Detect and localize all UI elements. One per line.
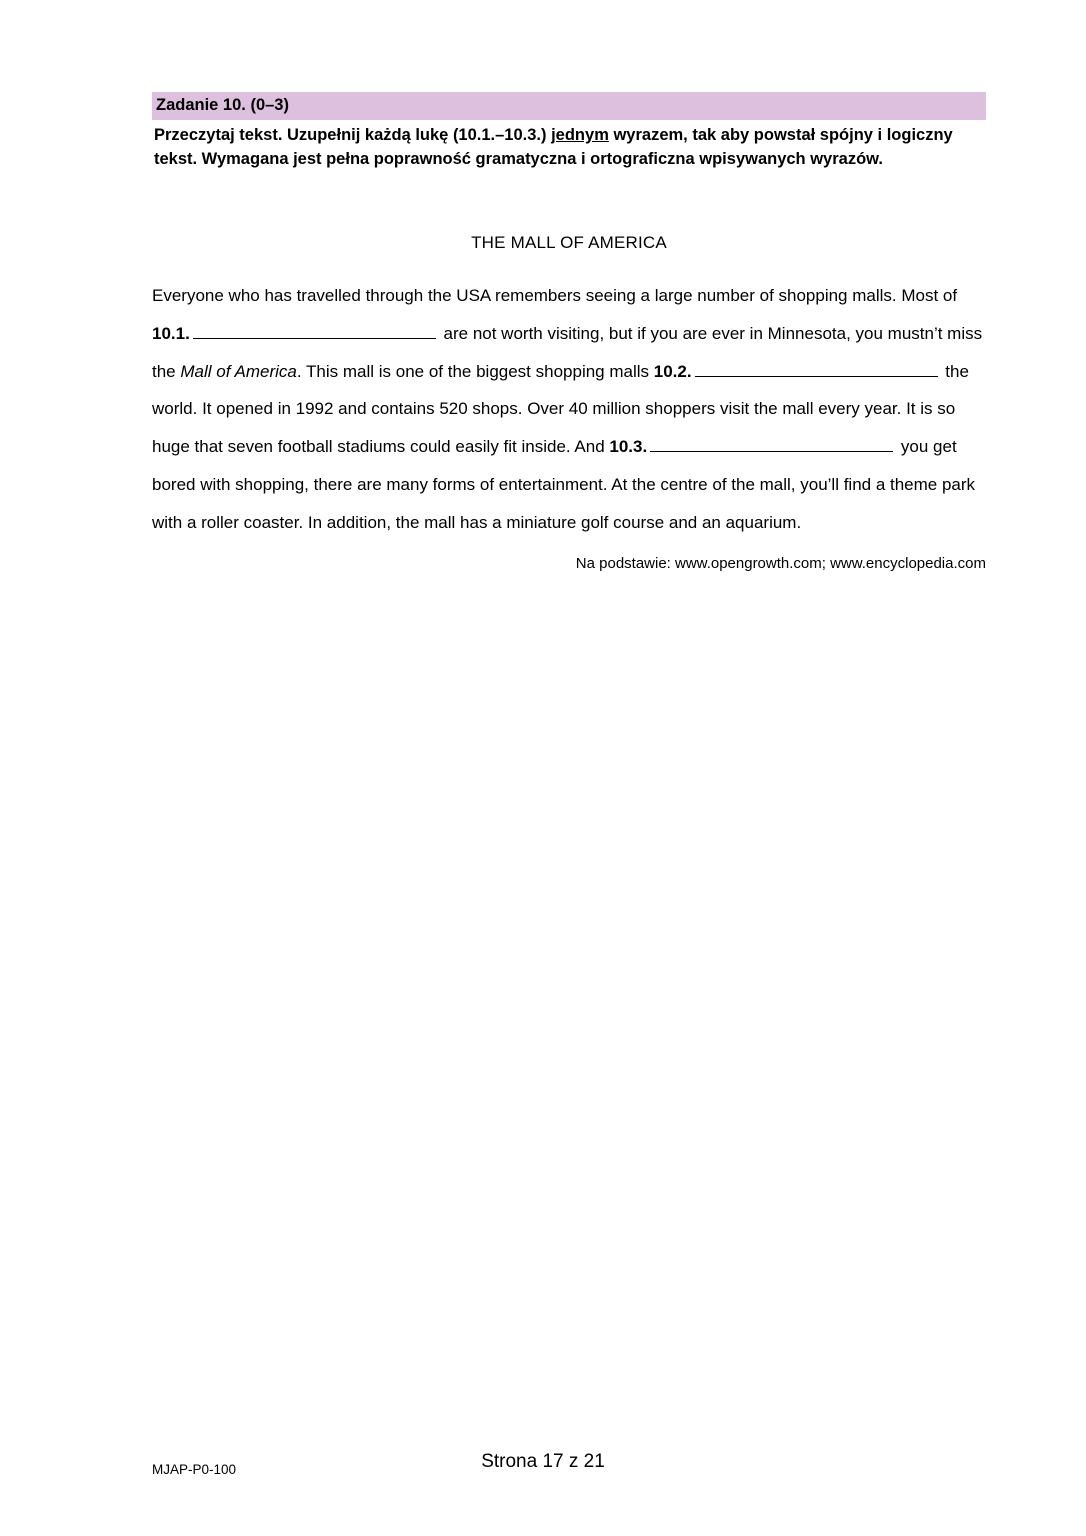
instructions-part-1: Przeczytaj tekst. Uzupełnij każdą lukę (10.1.–10.3.) xyxy=(154,125,552,144)
gap-2-blank[interactable] xyxy=(695,361,938,377)
task-instructions xyxy=(152,123,986,172)
task-header-label: Zadanie 10. (0–3) xyxy=(156,96,289,114)
passage-italic-mall-of-america: Mall of America xyxy=(180,361,297,381)
passage-segment-1: Everyone who has travelled through the USA remembers seeing a large number of shopping malls. Most of xyxy=(152,286,958,306)
source-attribution: Na podstawie: www.opengrowth.com; www.encyclopedia.com xyxy=(575,555,986,573)
gap-3-label: 10.3. xyxy=(609,437,648,457)
passage-segment-2: are not worth visiting, but if you are ever in Minnesota, you mustn’t miss the xyxy=(152,323,983,381)
reading-passage xyxy=(152,277,986,541)
gap-3-blank[interactable] xyxy=(650,436,893,452)
passage-segment-5: you get bored with shopping, there are many forms of entertainment. At the centre of the mall, you’ll find a theme park with a roller coaster. In addition, the mall has a miniature golf course and an aquarium. xyxy=(152,437,976,532)
gap-1-blank[interactable] xyxy=(193,323,436,339)
reading-text-title: THE MALL OF AMERICA xyxy=(471,233,667,253)
task-header xyxy=(152,92,986,120)
passage-segment-4: the world. It opened in 1992 and contains 520 shops. Over 40 million shoppers visit the mall every year. It is so huge that seven football stadiums could easily fit inside. And xyxy=(152,361,969,457)
instructions-part-2: wyrazem, tak aby powstał spójny i logiczny tekst. Wymagana jest pełna poprawność gramatyczna i ortograficzna wpisywanych wyrazów. xyxy=(154,125,953,168)
page-content xyxy=(152,92,986,572)
gap-2-label: 10.2. xyxy=(653,361,692,381)
gap-1-label: 10.1. xyxy=(152,323,190,343)
footer-document-code: MJAP-P0-100 xyxy=(152,1462,237,1477)
instructions-underlined-word: jednym xyxy=(551,125,609,144)
footer-page-number: Strona 17 z 21 xyxy=(481,1451,605,1472)
passage-segment-3: . This mall is one of the biggest shopping malls xyxy=(296,361,654,381)
